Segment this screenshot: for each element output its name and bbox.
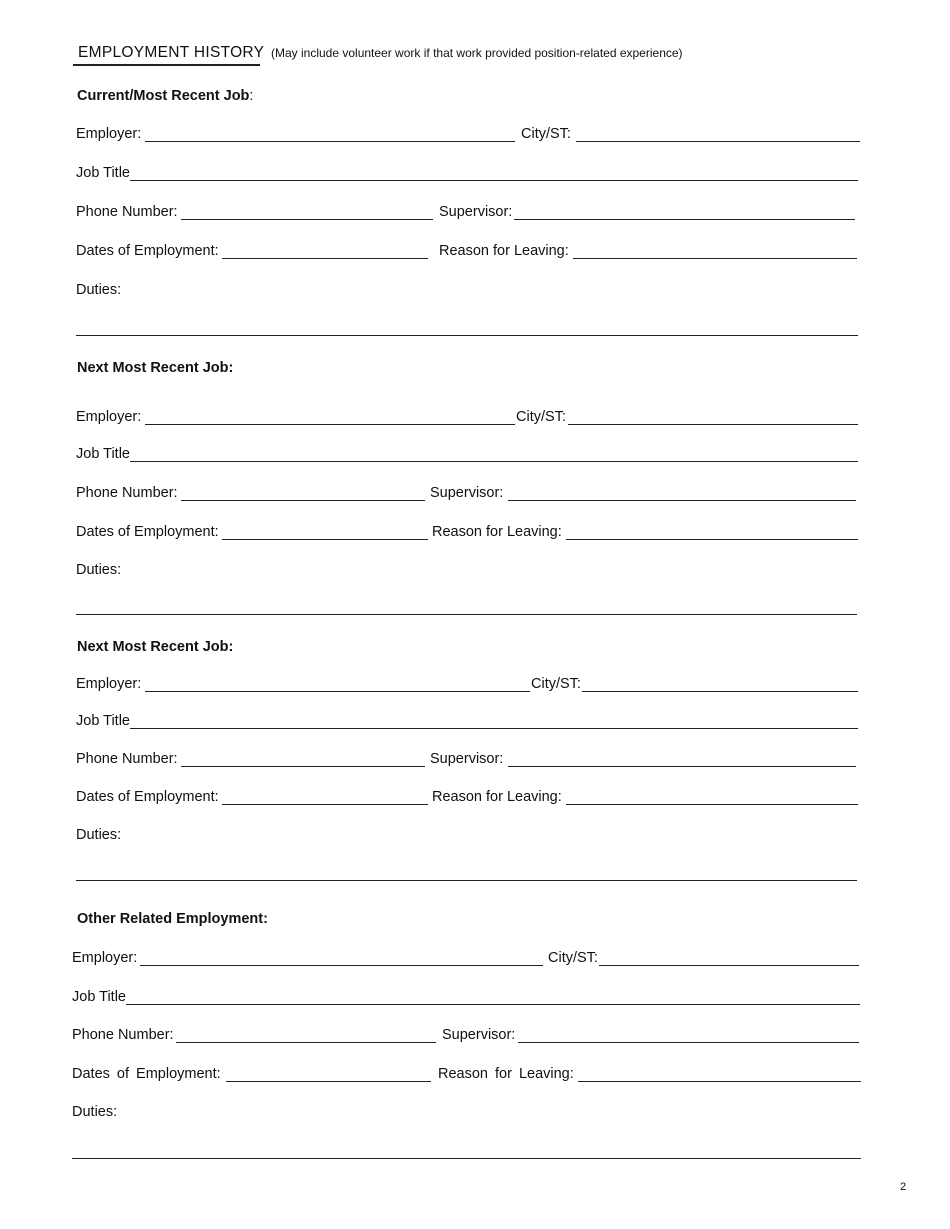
supervisor-label: Supervisor: xyxy=(430,485,504,501)
phone-label: Phone Number: xyxy=(72,1027,174,1043)
dates-label: Dates of Employment: xyxy=(76,789,219,805)
phone-field[interactable] xyxy=(181,500,425,501)
employer-label: Employer: xyxy=(76,409,142,425)
employer-label: Employer: xyxy=(76,126,142,142)
title-underline xyxy=(73,64,260,66)
reason-label: Reason for Leaving: xyxy=(438,1066,574,1082)
dates-label: Dates of Employment: xyxy=(76,243,219,259)
phone-label: Phone Number: xyxy=(76,485,178,501)
city-st-label: City/ST: xyxy=(531,676,581,692)
job-title-field[interactable] xyxy=(126,1004,860,1005)
reason-label: Reason for Leaving: xyxy=(432,789,562,805)
supervisor-field[interactable] xyxy=(518,1042,859,1043)
job-title-label: Job Title xyxy=(76,713,130,729)
dates-field[interactable] xyxy=(226,1081,431,1082)
duties-label: Duties: xyxy=(76,282,122,298)
page-title: EMPLOYMENT HISTORY xyxy=(78,44,265,61)
supervisor-field[interactable] xyxy=(508,766,856,767)
city-st-field[interactable] xyxy=(599,965,859,966)
dates-label: Dates of Employment: xyxy=(76,524,219,540)
dates-field[interactable] xyxy=(222,258,428,259)
city-st-field[interactable] xyxy=(576,141,860,142)
reason-field[interactable] xyxy=(573,258,857,259)
employer-field[interactable] xyxy=(145,141,515,142)
reason-field[interactable] xyxy=(566,804,858,805)
city-st-label: City/ST: xyxy=(521,126,571,142)
section-heading: Current/Most Recent Job: xyxy=(77,88,254,104)
duties-label: Duties: xyxy=(76,827,122,843)
employer-label: Employer: xyxy=(72,950,138,966)
duties-label: Duties: xyxy=(76,562,122,578)
dates-field[interactable] xyxy=(222,804,428,805)
phone-label: Phone Number: xyxy=(76,751,178,767)
job-title-field[interactable] xyxy=(130,461,858,462)
supervisor-label: Supervisor: xyxy=(439,204,513,220)
reason-field[interactable] xyxy=(566,539,858,540)
employer-field[interactable] xyxy=(145,691,530,692)
reason-label: Reason for Leaving: xyxy=(439,243,569,259)
duties-field[interactable] xyxy=(76,880,857,881)
dates-label: Dates of Employment: xyxy=(72,1066,221,1082)
phone-label: Phone Number: xyxy=(76,204,178,220)
employer-field[interactable] xyxy=(145,424,515,425)
job-title-field[interactable] xyxy=(130,728,858,729)
job-title-label: Job Title xyxy=(76,165,130,181)
job-title-field[interactable] xyxy=(130,180,858,181)
job-title-label: Job Title xyxy=(72,989,126,1005)
duties-label: Duties: xyxy=(72,1104,118,1120)
supervisor-label: Supervisor: xyxy=(430,751,504,767)
page-number: 2 xyxy=(900,1181,907,1193)
phone-field[interactable] xyxy=(176,1042,436,1043)
duties-field[interactable] xyxy=(76,614,857,615)
duties-field[interactable] xyxy=(76,335,858,336)
reason-field[interactable] xyxy=(578,1081,861,1082)
phone-field[interactable] xyxy=(181,766,425,767)
dates-field[interactable] xyxy=(222,539,428,540)
reason-label: Reason for Leaving: xyxy=(432,524,562,540)
supervisor-field[interactable] xyxy=(508,500,856,501)
city-st-label: City/ST: xyxy=(516,409,566,425)
supervisor-label: Supervisor: xyxy=(442,1027,516,1043)
phone-field[interactable] xyxy=(181,219,433,220)
section-heading: Next Most Recent Job: xyxy=(77,360,234,376)
section-heading: Other Related Employment: xyxy=(77,911,268,927)
job-title-label: Job Title xyxy=(76,446,130,462)
header-note: (May include volunteer work if that work provided position-related experience) xyxy=(271,46,683,60)
section-heading: Next Most Recent Job: xyxy=(77,639,234,655)
duties-field[interactable] xyxy=(72,1158,861,1159)
city-st-label: City/ST: xyxy=(548,950,598,966)
city-st-field[interactable] xyxy=(568,424,858,425)
employer-label: Employer: xyxy=(76,676,142,692)
employer-field[interactable] xyxy=(140,965,543,966)
supervisor-field[interactable] xyxy=(514,219,855,220)
city-st-field[interactable] xyxy=(582,691,858,692)
